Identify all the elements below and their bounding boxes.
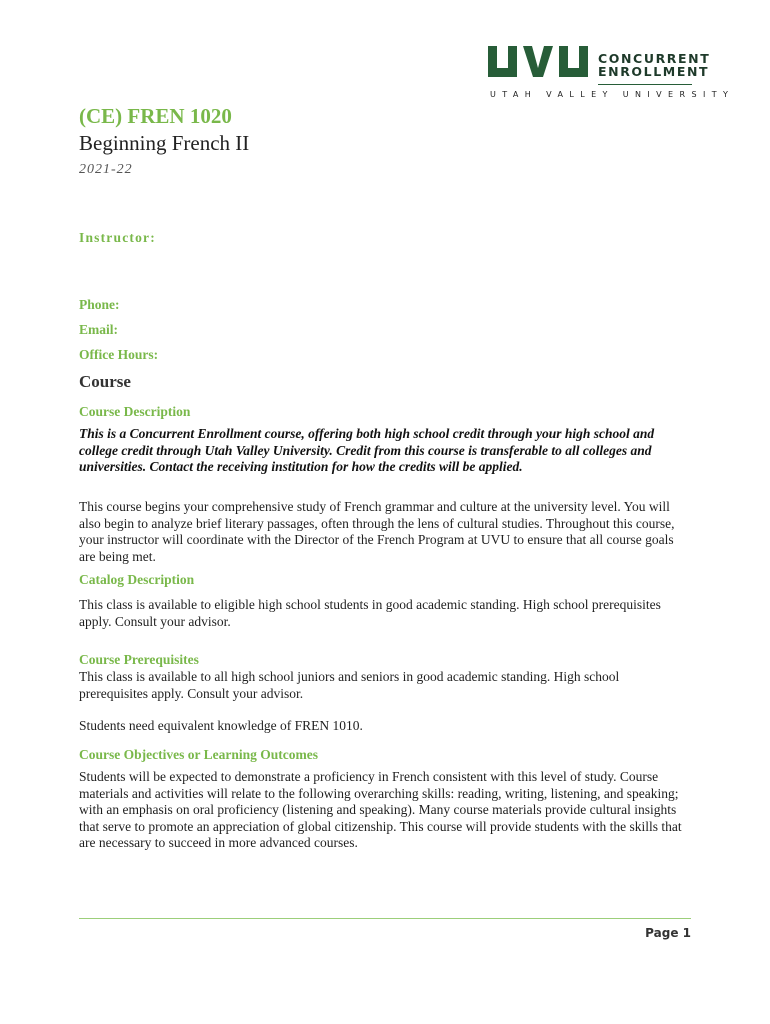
office-hours-label: Office Hours:: [79, 347, 159, 362]
instructor-label: Instructor:: [79, 230, 156, 245]
logo-line-enrollment: ENROLLMENT: [598, 64, 710, 79]
uvu-logo-mark: [488, 46, 592, 78]
course-prerequisites-body: This class is available to all high school juniors and seniors in good academic standing. High school prerequisites apply. Consult your advisor.: [79, 669, 620, 701]
academic-year: 2021-22: [79, 162, 133, 177]
email-label: Email:: [79, 322, 118, 337]
course-description-heading: Course Description: [79, 404, 191, 419]
course-prerequisites-heading: Course Prerequisites: [79, 652, 199, 667]
learning-outcomes-body: Students will be expected to demonstrate a proficiency in French consistent with this level of study. Course materials and activities will relate to the following overarching skills: reading, writing, listening, and speaking; with an emphasis on oral proficiency (listening and speaking). Many course materials provide cultural insights that serve to promote an appreciation of global citizenship. This course will provide students with the skills that are necessary to succeed in more advanced courses.: [79, 769, 682, 850]
page-number: Page 1: [645, 926, 691, 940]
logo-line-concurrent: CONCURRENT: [598, 51, 711, 66]
footer-divider: [79, 918, 691, 919]
equivalent-knowledge-note: Students need equivalent knowledge of FREN 1010.: [79, 718, 363, 733]
uvu-concurrent-enrollment-logo: [488, 46, 735, 102]
course-description-body: This course begins your comprehensive study of French grammar and culture at the university level. You will also begin to analyze brief literary passages, often through the lens of cultural studies. Throughout this course, your instructor will coordinate with the Director of the French Program at UVU to ensure that all course goals are being met.: [79, 499, 675, 564]
logo-divider: [598, 84, 692, 85]
logo-university-name: UTAH VALLEY UNIVERSITY: [490, 90, 735, 99]
logo-wordmark: [598, 52, 710, 78]
catalog-description-body: This class is available to eligible high school students in good academic standing. High school prerequisites apply. Consult your advisor.: [79, 597, 661, 629]
course-code: (CE) FREN 1020: [79, 104, 232, 128]
phone-label: Phone:: [79, 297, 120, 312]
concurrent-enrollment-notice: This is a Concurrent Enrollment course, offering both high school credit through your high school and college credit through Utah Valley University. Credit from this course is transferable to all colleges and universities. Contact the receiving institution for how the credits will be applied.: [79, 426, 655, 474]
catalog-description-heading: Catalog Description: [79, 572, 195, 587]
learning-outcomes-heading: Course Objectives or Learning Outcomes: [79, 747, 318, 762]
section-title-course: Course: [79, 372, 131, 391]
course-name: Beginning French II: [79, 131, 250, 155]
